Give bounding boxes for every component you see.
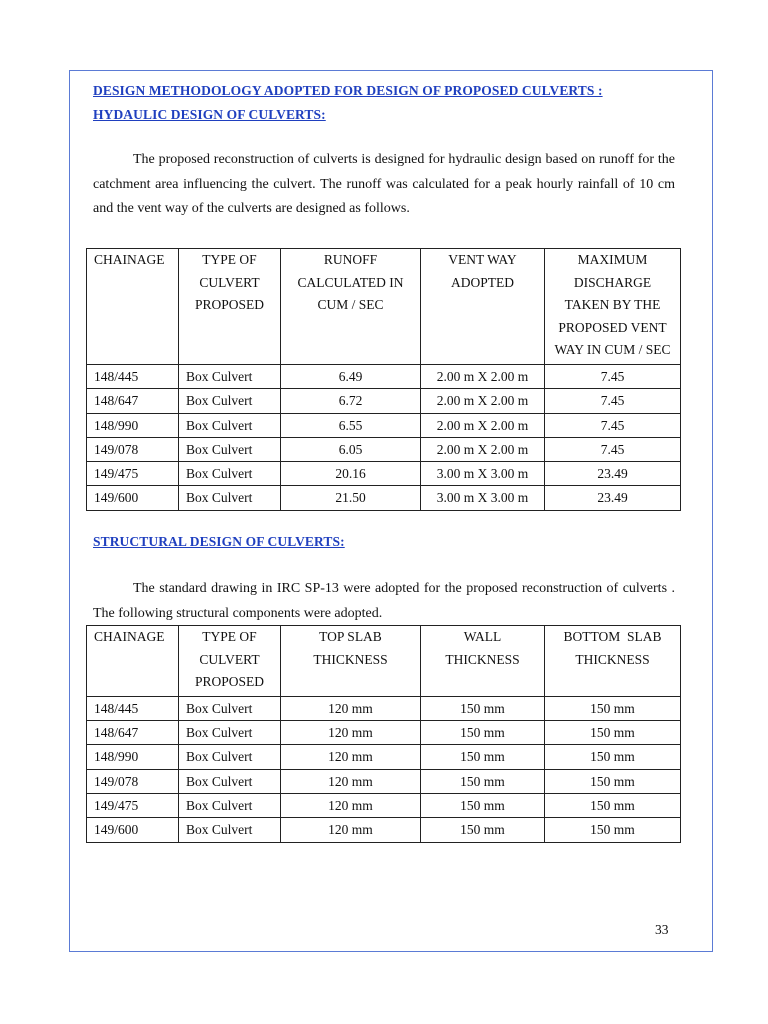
header-line: WALL <box>463 629 502 644</box>
table-row <box>87 793 681 817</box>
column-header-wall <box>421 626 545 697</box>
header-line: CHAINAGE <box>94 252 165 267</box>
cell-culvert-type: Box Culvert <box>179 486 281 510</box>
table-row <box>87 818 681 842</box>
cell-top-slab: 120 mm <box>281 818 421 842</box>
structural-intro-text: The standard drawing in IRC SP-13 were adopted for the proposed reconstruction of culverts . The following structural components were adopted. <box>93 581 675 621</box>
cell-top-slab: 120 mm <box>281 745 421 769</box>
header-line: DISCHARGE <box>573 274 652 290</box>
table-row <box>87 696 681 720</box>
table-row <box>87 462 681 486</box>
cell-top-slab: 120 mm <box>281 769 421 793</box>
column-header-max-discharge <box>545 249 681 365</box>
cell-vent-way: 2.00 m X 2.00 m <box>421 389 545 413</box>
header-line: WAY IN CUM / SEC <box>554 342 671 358</box>
cell-max-discharge: 7.45 <box>545 364 681 388</box>
cell-vent-way: 2.00 m X 2.00 m <box>421 364 545 388</box>
header-line: TYPE OF <box>202 252 257 267</box>
cell-chainage: 149/475 <box>87 793 179 817</box>
header-line: THICKNESS <box>575 651 650 667</box>
column-header-bottom-slab <box>545 626 681 697</box>
hydraulic-heading: HYDAULIC DESIGN OF CULVERTS: <box>93 107 326 122</box>
cell-chainage: 149/600 <box>87 818 179 842</box>
cell-chainage: 148/990 <box>87 413 179 437</box>
table-row <box>87 769 681 793</box>
cell-runoff: 21.50 <box>281 486 421 510</box>
cell-vent-way: 3.00 m X 3.00 m <box>421 462 545 486</box>
hydraulic-intro-text: The proposed reconstruction of culverts is designed for hydraulic design based on runoff for the catchment area influencing the culvert. The runoff was calculated for a peak hourly rainfall of 10 cm and the vent way of the culverts are designed as follows. <box>93 152 675 216</box>
cell-chainage: 148/647 <box>87 721 179 745</box>
cell-runoff: 6.05 <box>281 437 421 461</box>
header-line: CULVERT <box>199 651 260 667</box>
header-line: VENT WAY <box>448 252 517 267</box>
cell-culvert-type: Box Culvert <box>179 769 281 793</box>
cell-vent-way: 2.00 m X 2.00 m <box>421 437 545 461</box>
cell-wall: 150 mm <box>421 721 545 745</box>
cell-top-slab: 120 mm <box>281 793 421 817</box>
cell-chainage: 148/990 <box>87 745 179 769</box>
table-row <box>87 413 681 437</box>
cell-culvert-type: Box Culvert <box>179 745 281 769</box>
header-line: RUNOFF <box>323 252 378 267</box>
cell-chainage: 149/078 <box>87 437 179 461</box>
table-row <box>87 721 681 745</box>
cell-vent-way: 2.00 m X 2.00 m <box>421 413 545 437</box>
hydraulic-intro-paragraph <box>93 148 675 222</box>
cell-chainage: 148/445 <box>87 364 179 388</box>
cell-culvert-type: Box Culvert <box>179 389 281 413</box>
cell-wall: 150 mm <box>421 818 545 842</box>
header-line: PROPOSED <box>194 674 265 690</box>
header-line: PROPOSED <box>194 297 265 313</box>
header-line: THICKNESS <box>445 651 520 667</box>
cell-culvert-type: Box Culvert <box>179 818 281 842</box>
cell-top-slab: 120 mm <box>281 721 421 745</box>
header-line: TOP SLAB <box>319 629 382 644</box>
cell-max-discharge: 7.45 <box>545 413 681 437</box>
cell-wall: 150 mm <box>421 696 545 720</box>
cell-culvert-type: Box Culvert <box>179 413 281 437</box>
header-line: THICKNESS <box>313 651 388 667</box>
cell-chainage: 149/475 <box>87 462 179 486</box>
cell-chainage: 149/078 <box>87 769 179 793</box>
table-row <box>87 486 681 510</box>
cell-max-discharge: 7.45 <box>545 389 681 413</box>
cell-runoff: 6.49 <box>281 364 421 388</box>
table-row <box>87 437 681 461</box>
cell-bottom-slab: 150 mm <box>545 745 681 769</box>
cell-bottom-slab: 150 mm <box>545 793 681 817</box>
cell-culvert-type: Box Culvert <box>179 721 281 745</box>
table-row <box>87 364 681 388</box>
header-line: CUM / SEC <box>317 297 384 313</box>
cell-top-slab: 120 mm <box>281 696 421 720</box>
cell-chainage: 149/600 <box>87 486 179 510</box>
cell-max-discharge: 23.49 <box>545 462 681 486</box>
structural-design-table <box>86 625 681 843</box>
cell-max-discharge: 7.45 <box>545 437 681 461</box>
column-header-culvert-type <box>179 626 281 697</box>
header-line: ADOPTED <box>451 274 514 290</box>
cell-max-discharge: 23.49 <box>545 486 681 510</box>
cell-bottom-slab: 150 mm <box>545 696 681 720</box>
cell-wall: 150 mm <box>421 769 545 793</box>
methodology-heading: DESIGN METHODOLOGY ADOPTED FOR DESIGN OF PROPOSED CULVERTS : <box>93 83 603 98</box>
table-row <box>87 745 681 769</box>
cell-runoff: 6.55 <box>281 413 421 437</box>
header-line: CHAINAGE <box>94 629 165 644</box>
header-line: CALCULATED IN <box>297 274 404 290</box>
header-line: MAXIMUM <box>577 252 648 267</box>
cell-culvert-type: Box Culvert <box>179 364 281 388</box>
page-number: 33 <box>655 922 669 937</box>
cell-chainage: 148/445 <box>87 696 179 720</box>
header-line: BOTTOM SLAB <box>563 629 662 644</box>
header-line: PROPOSED VENT <box>558 319 667 335</box>
column-header-vent-way <box>421 249 545 365</box>
cell-culvert-type: Box Culvert <box>179 696 281 720</box>
hydraulic-design-table <box>86 248 681 511</box>
cell-runoff: 6.72 <box>281 389 421 413</box>
column-header-runoff <box>281 249 421 365</box>
table-header-row <box>87 249 681 365</box>
column-header-chainage <box>87 626 179 697</box>
cell-chainage: 148/647 <box>87 389 179 413</box>
cell-runoff: 20.16 <box>281 462 421 486</box>
structural-intro-paragraph <box>93 577 675 626</box>
cell-bottom-slab: 150 mm <box>545 721 681 745</box>
table-row <box>87 389 681 413</box>
cell-culvert-type: Box Culvert <box>179 437 281 461</box>
cell-bottom-slab: 150 mm <box>545 818 681 842</box>
column-header-top-slab <box>281 626 421 697</box>
cell-vent-way: 3.00 m X 3.00 m <box>421 486 545 510</box>
column-header-chainage <box>87 249 179 365</box>
structural-heading: STRUCTURAL DESIGN OF CULVERTS: <box>93 534 345 549</box>
cell-wall: 150 mm <box>421 793 545 817</box>
table-header-row <box>87 626 681 697</box>
cell-culvert-type: Box Culvert <box>179 462 281 486</box>
cell-culvert-type: Box Culvert <box>179 793 281 817</box>
header-line: CULVERT <box>199 274 260 290</box>
cell-bottom-slab: 150 mm <box>545 769 681 793</box>
header-line: TYPE OF <box>202 629 257 644</box>
column-header-culvert-type <box>179 249 281 365</box>
cell-wall: 150 mm <box>421 745 545 769</box>
header-line: TAKEN BY THE <box>564 297 661 313</box>
